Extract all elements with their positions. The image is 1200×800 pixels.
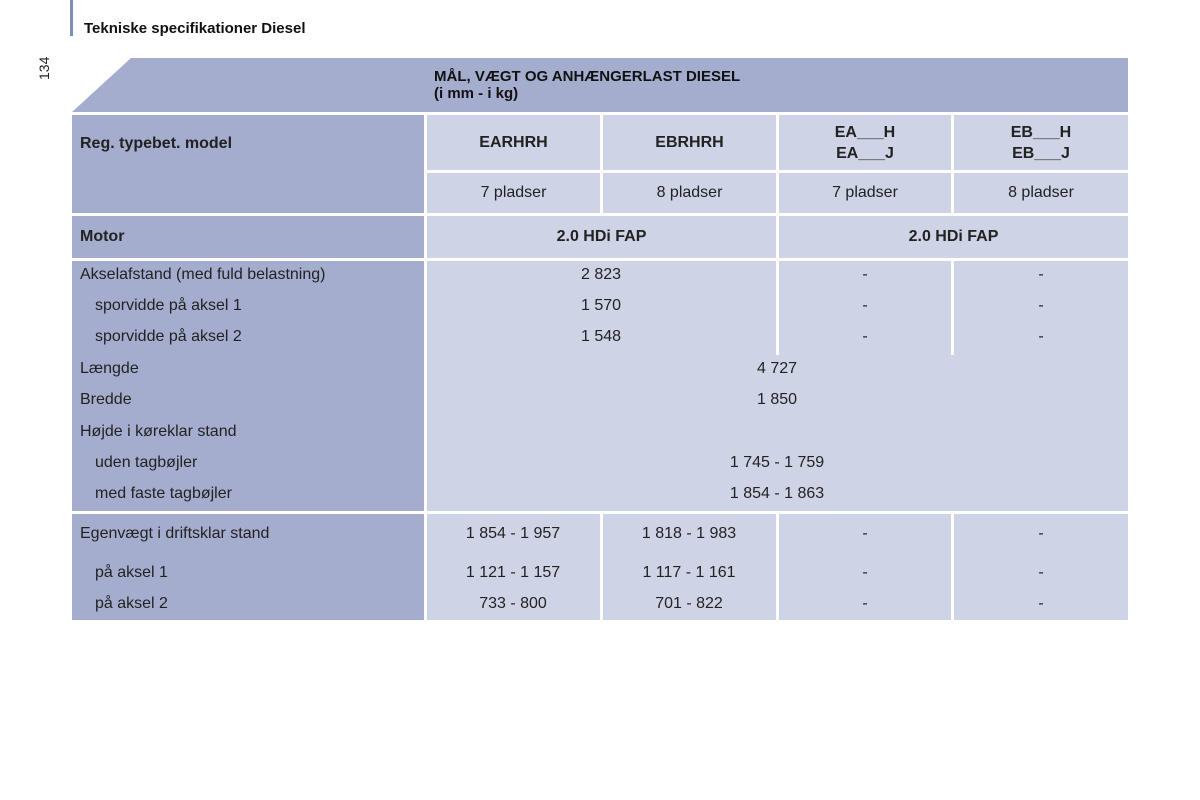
value-sporvidde-aksel-1: 1 570 (580, 297, 622, 314)
label-bredde: Bredde (80, 391, 132, 408)
model-code-ea-h: EA___H (834, 123, 896, 141)
label-paa-aksel-1: på aksel 1 (95, 564, 168, 581)
value-egenvaegt-earhrh: 1 854 - 1 957 (465, 525, 561, 542)
value-sporvidde-aksel-1-eb: - (1038, 297, 1044, 314)
value-akselafstand: 2 823 (580, 266, 622, 283)
label-hojde: Højde i køreklar stand (80, 423, 237, 440)
value-sporvidde-aksel-2-eb: - (1038, 328, 1044, 345)
value-laengde: 4 727 (756, 360, 798, 377)
label-laengde: Længde (80, 360, 139, 377)
model-code-ebrhrh: EBRHRH (603, 115, 776, 170)
value-aksel-1-ebrhrh: 1 117 - 1 161 (642, 564, 736, 581)
model-code-eb-j: EB___J (1012, 144, 1070, 162)
model-code-ea (779, 115, 951, 170)
page-number: 134 (36, 56, 52, 80)
label-paa-aksel-2: på aksel 2 (95, 595, 168, 612)
value-uden-tagbojler: 1 745 - 1 759 (729, 454, 825, 471)
value-egenvaegt-eb: - (1038, 525, 1044, 542)
value-sporvidde-aksel-1-ea: - (862, 297, 868, 314)
seats-earhrh: 7 pladser (427, 173, 600, 213)
motor-value-group-1: 2.0 HDi FAP (427, 216, 776, 258)
value-aksel-1-eb: - (1038, 564, 1044, 581)
label-uden-tagbojler: uden tagbøjler (95, 454, 198, 471)
label-sporvidde-aksel-2: sporvidde på aksel 2 (95, 328, 242, 345)
section-title: Tekniske specifikationer Diesel (84, 20, 306, 37)
value-sporvidde-aksel-2-ea: - (862, 328, 868, 345)
seats-eb: 8 pladser (954, 173, 1128, 213)
value-aksel-2-ea: - (862, 595, 868, 612)
value-egenvaegt-ea: - (862, 525, 868, 542)
value-egenvaegt-ebrhrh: 1 818 - 1 983 (641, 525, 737, 542)
value-sporvidde-aksel-2: 1 548 (580, 328, 622, 345)
value-aksel-2-ebrhrh: 701 - 822 (655, 595, 723, 612)
model-code-earhrh: EARHRH (427, 115, 600, 170)
value-aksel-1-earhrh: 1 121 - 1 157 (465, 564, 561, 581)
table-title (434, 68, 740, 102)
value-aksel-2-eb: - (1038, 595, 1044, 612)
seats-ea: 7 pladser (779, 173, 951, 213)
motor-label: Motor (72, 216, 424, 258)
value-akselafstand-ea: - (862, 266, 868, 283)
page-margin-bar (70, 0, 73, 36)
value-aksel-1-ea: - (862, 564, 868, 581)
motor-value-group-2: 2.0 HDi FAP (779, 216, 1128, 258)
model-code-ea-j: EA___J (836, 144, 894, 162)
column-divider (776, 261, 779, 355)
value-med-faste-tagbojler: 1 854 - 1 863 (729, 485, 825, 502)
label-akselafstand: Akselafstand (med fuld belastning) (80, 266, 326, 283)
value-bredde: 1 850 (756, 391, 798, 408)
model-code-eb (954, 115, 1128, 170)
table-title-units: (i mm - i kg) (434, 85, 519, 102)
label-egenvaegt: Egenvægt i driftsklar stand (80, 525, 270, 542)
label-med-faste-tagbojler: med faste tagbøjler (95, 485, 232, 502)
label-sporvidde-aksel-1: sporvidde på aksel 1 (95, 297, 242, 314)
reg-model-label: Reg. typebet. model (72, 115, 424, 213)
model-code-eb-h: EB___H (1010, 123, 1072, 141)
seats-ebrhrh: 8 pladser (603, 173, 776, 213)
column-divider (951, 261, 954, 355)
value-aksel-2-earhrh: 733 - 800 (479, 595, 547, 612)
table-title-main: MÅL, VÆGT OG ANHÆNGERLAST DIESEL (434, 68, 741, 85)
value-akselafstand-eb: - (1038, 266, 1044, 283)
